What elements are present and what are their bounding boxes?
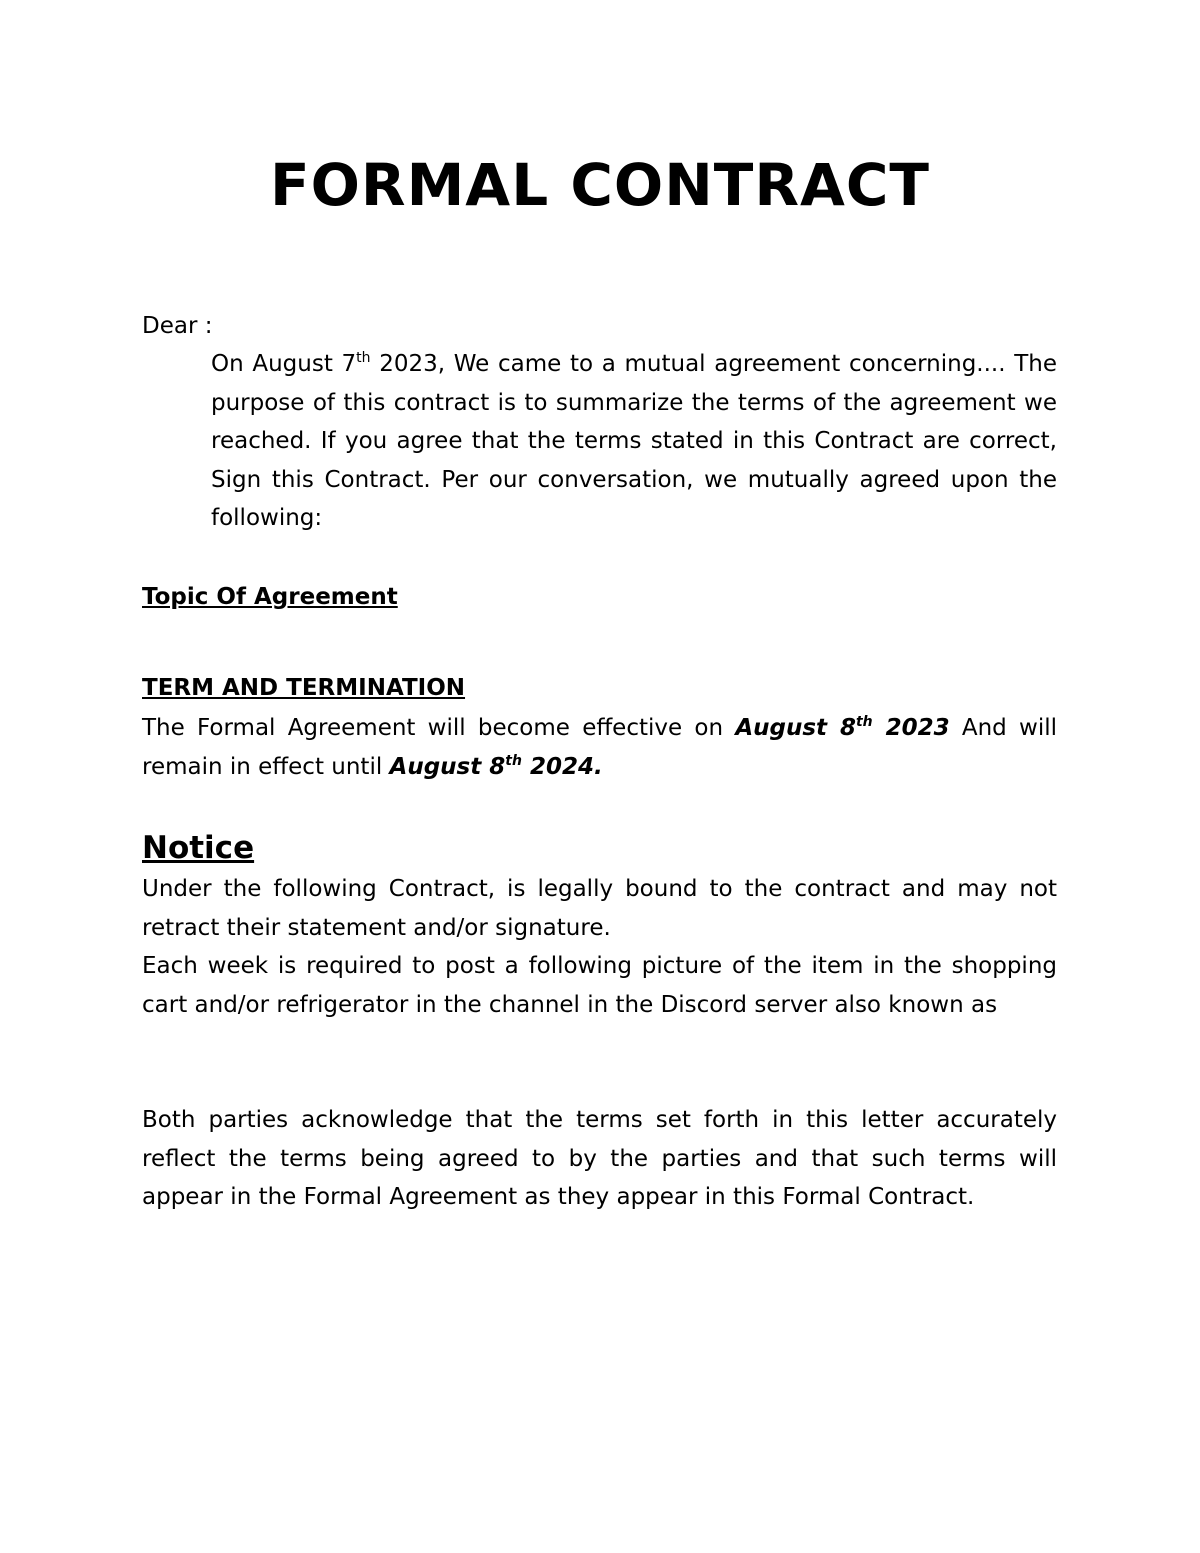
notice-paragraph-1: Under the following Contract, is legally bound to the contract and may not retract their statement and/or signature. [142,876,1057,941]
term-text-3: . [593,753,603,780]
end-date-superscript: th [505,752,522,769]
start-date-superscript: th [855,714,873,730]
notice-paragraph-2: Each week is required to post a following picture of the item in the shopping cart and/or refrigerator in the channel in the Discord server also known as [142,953,1057,1018]
topic-of-agreement-heading: Topic Of Agreement [142,584,398,610]
term-paragraph [142,709,1057,786]
salutation: Dear : [142,313,213,339]
notice-heading: Notice [142,830,255,866]
intro-date-superscript: th [356,350,371,366]
term-and-termination-heading: TERM AND TERMINATION [142,675,466,701]
effective-end-date [390,754,594,780]
notice-body [142,870,1057,1024]
term-text-2: And will remain in effect until [142,715,1058,780]
acknowledgement-paragraph: Both parties acknowledge that the terms set forth in this letter accurately reflect the terms being agreed to by the parties and that such terms will appear in the Formal Agreement as they appear in this Formal Contract. [142,1107,1057,1210]
intro-before-date: On August 7 [211,351,357,377]
intro-after-date: 2023, We came to a mutual agreement concerning.... The purpose of this contract is to summarize the terms of the agreement we reached. If you agree that the terms stated in this Contract are correct, Sign this Contract. Per our conversation, we mutually agreed upon the following: [211,351,1057,531]
start-date-year: 2023 [872,715,950,741]
end-date-prefix: August 8 [389,753,506,780]
document-title: FORMAL CONTRACT [270,151,930,219]
term-text-1: The Formal Agreement will become effective on [142,715,736,741]
effective-start-date [735,715,949,741]
end-date-year: 2024 [521,753,594,780]
start-date-prefix: August 8 [735,715,856,741]
intro-paragraph [211,345,1057,538]
